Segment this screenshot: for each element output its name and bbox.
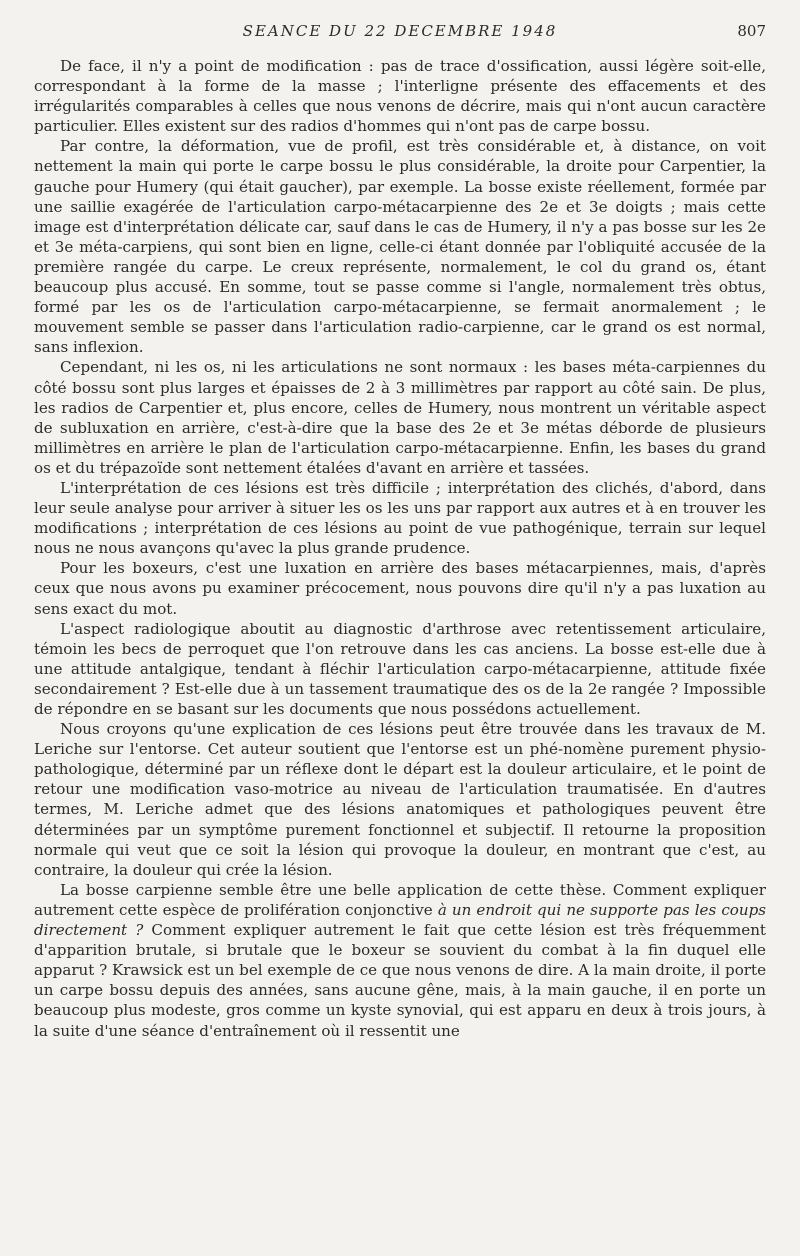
text-run: La bosse carpienne semble être une belle application de cette thèse. Comment expliquer autrement cette espèce de prolifération conjonctive	[34, 880, 766, 919]
paragraph: Cependant, ni les os, ni les articulations ne sont normaux : les bases méta-carpiennes du côté bossu sont plus larges et épaisses de 2 à 3 millimètres par rapport au côté sain. De plus, les radios de Carpentier et, plus encore, celles de Humery, nous montrent un véritable aspect de subluxation en arrière, c'est-à-dire que la base des 2e et 3e métas déborde de plusieurs millimètres en arrière le plan de l'articulation carpo-métacarpienne. Enfin, les bases du grand os et du trépazoïde sont nettement étalées d'avant en arrière et tassées.	[34, 358, 766, 477]
italic-question: à un endroit qui ne supporte pas les coups directement ?	[34, 900, 766, 940]
page-number: 807	[737, 22, 766, 40]
text-run: Comment expliquer autrement le fait que cette lésion est très fréquemment d'apparition brutale, si brutale que le boxeur se souvient du combat à la fin duquel elle apparut ? Krawsick est un bel exemple de ce que nous venons de dire. A la main droite, il porte un carpe bossu depuis des années, sans aucune gêne, mais, à la main gauche, il en porte un beaucoup plus modeste, gros comme un kyste synovial, qui est apparu en deux à trois jours, à la suite d'une séance d'entraînement où il ressentit une	[34, 921, 767, 1040]
running-header	[34, 22, 766, 46]
paragraph: Nous croyons qu'une explication de ces lésions peut être trouvée dans les travaux de M. Leriche sur l'entorse. Cet auteur soutient que l'entorse est un phé-nomène purement physio-pathologique, déterminé par un réflexe dont le départ est la douleur articulaire, et le point de retour une modification vaso-motrice au niveau de l'articulation traumatisée. En d'autres termes, M. Leriche admet que des lésions anatomiques et pathologiques peuvent être déterminées par un symptôme purement fonctionnel et subjectif. Il retourne la proposition normale qui veut que ce soit la lésion qui provoque la douleur, en montrant que c'est, au contraire, la douleur qui crée la lésion.	[34, 720, 766, 879]
paragraph: L'aspect radiologique aboutit au diagnostic d'arthrose avec retentissement articulaire, témoin les becs de perroquet que l'on retrouve dans les cas anciens. La bosse est-elle due à une attitude antalgique, tendant à fléchir l'articulation carpo-métacarpienne, attitude fixée secondairement ? Est-elle due à un tassement traumatique des os de la 2e rangée ? Impossible de répondre en se basant sur les documents que nous possédons actuellement.	[34, 619, 766, 718]
paragraph-last	[34, 880, 766, 1041]
body-text	[34, 56, 766, 1041]
running-title: SEANCE DU 22 DECEMBRE 1948	[242, 22, 558, 40]
paragraph: L'interprétation de ces lésions est très difficile ; interprétation des clichés, d'abord, dans leur seule analyse pour arriver à situer les os les uns par rapport aux autres et à en trouver les modifications ; interprétation de ces lésions au point de vue pathogénique, terrain sur lequel nous ne nous avançons qu'avec la plus grande prudence.	[34, 478, 766, 558]
paragraph: De face, il n'y a point de modification : pas de trace d'ossification, aussi légère soit-elle, correspondant à la forme de la masse ; l'interligne présente des effacements et des irrégularités comparables à celles que nous venons de décrire, mais qui n'ont aucun caractère particulier. Elles existent sur des radios d'hommes qui n'ont pas de carpe bossu.	[34, 57, 766, 136]
paragraph: Par contre, la déformation, vue de profil, est très considérable et, à distance, on voit nettement la main qui porte le carpe bossu le plus considérable, la droite pour Carpentier, la gauche pour Humery (qui était gaucher), par exemple. La bosse existe réellement, formée par une saillie exagérée de l'articulation carpo-métacarpienne des 2e et 3e doigts ; mais cette image est d'interprétation délicate car, sauf dans le cas de Humery, il n'y a pas bosse sur les 2e et 3e méta-carpiens, qui sont bien en ligne, celle-ci étant donnée par l'obliquité accusée de la première rangée du carpe. Le creux représente, normalement, le col du grand os, étant beaucoup plus accusé. En somme, tout se passe comme si l'angle, normalement très obtus, formé par les os de l'articulation carpo-métacarpienne, se fermait anormalement ; le mouvement semble se passer dans l'articulation radio-carpienne, car le grand os est normal, sans inflexion.	[34, 137, 766, 357]
paragraph: Pour les boxeurs, c'est une luxation en arrière des bases métacarpiennes, mais, d'après ceux que nous avons pu examiner précocement, nous pouvons dire qu'il n'y a pas luxation au sens exact du mot.	[34, 559, 766, 618]
